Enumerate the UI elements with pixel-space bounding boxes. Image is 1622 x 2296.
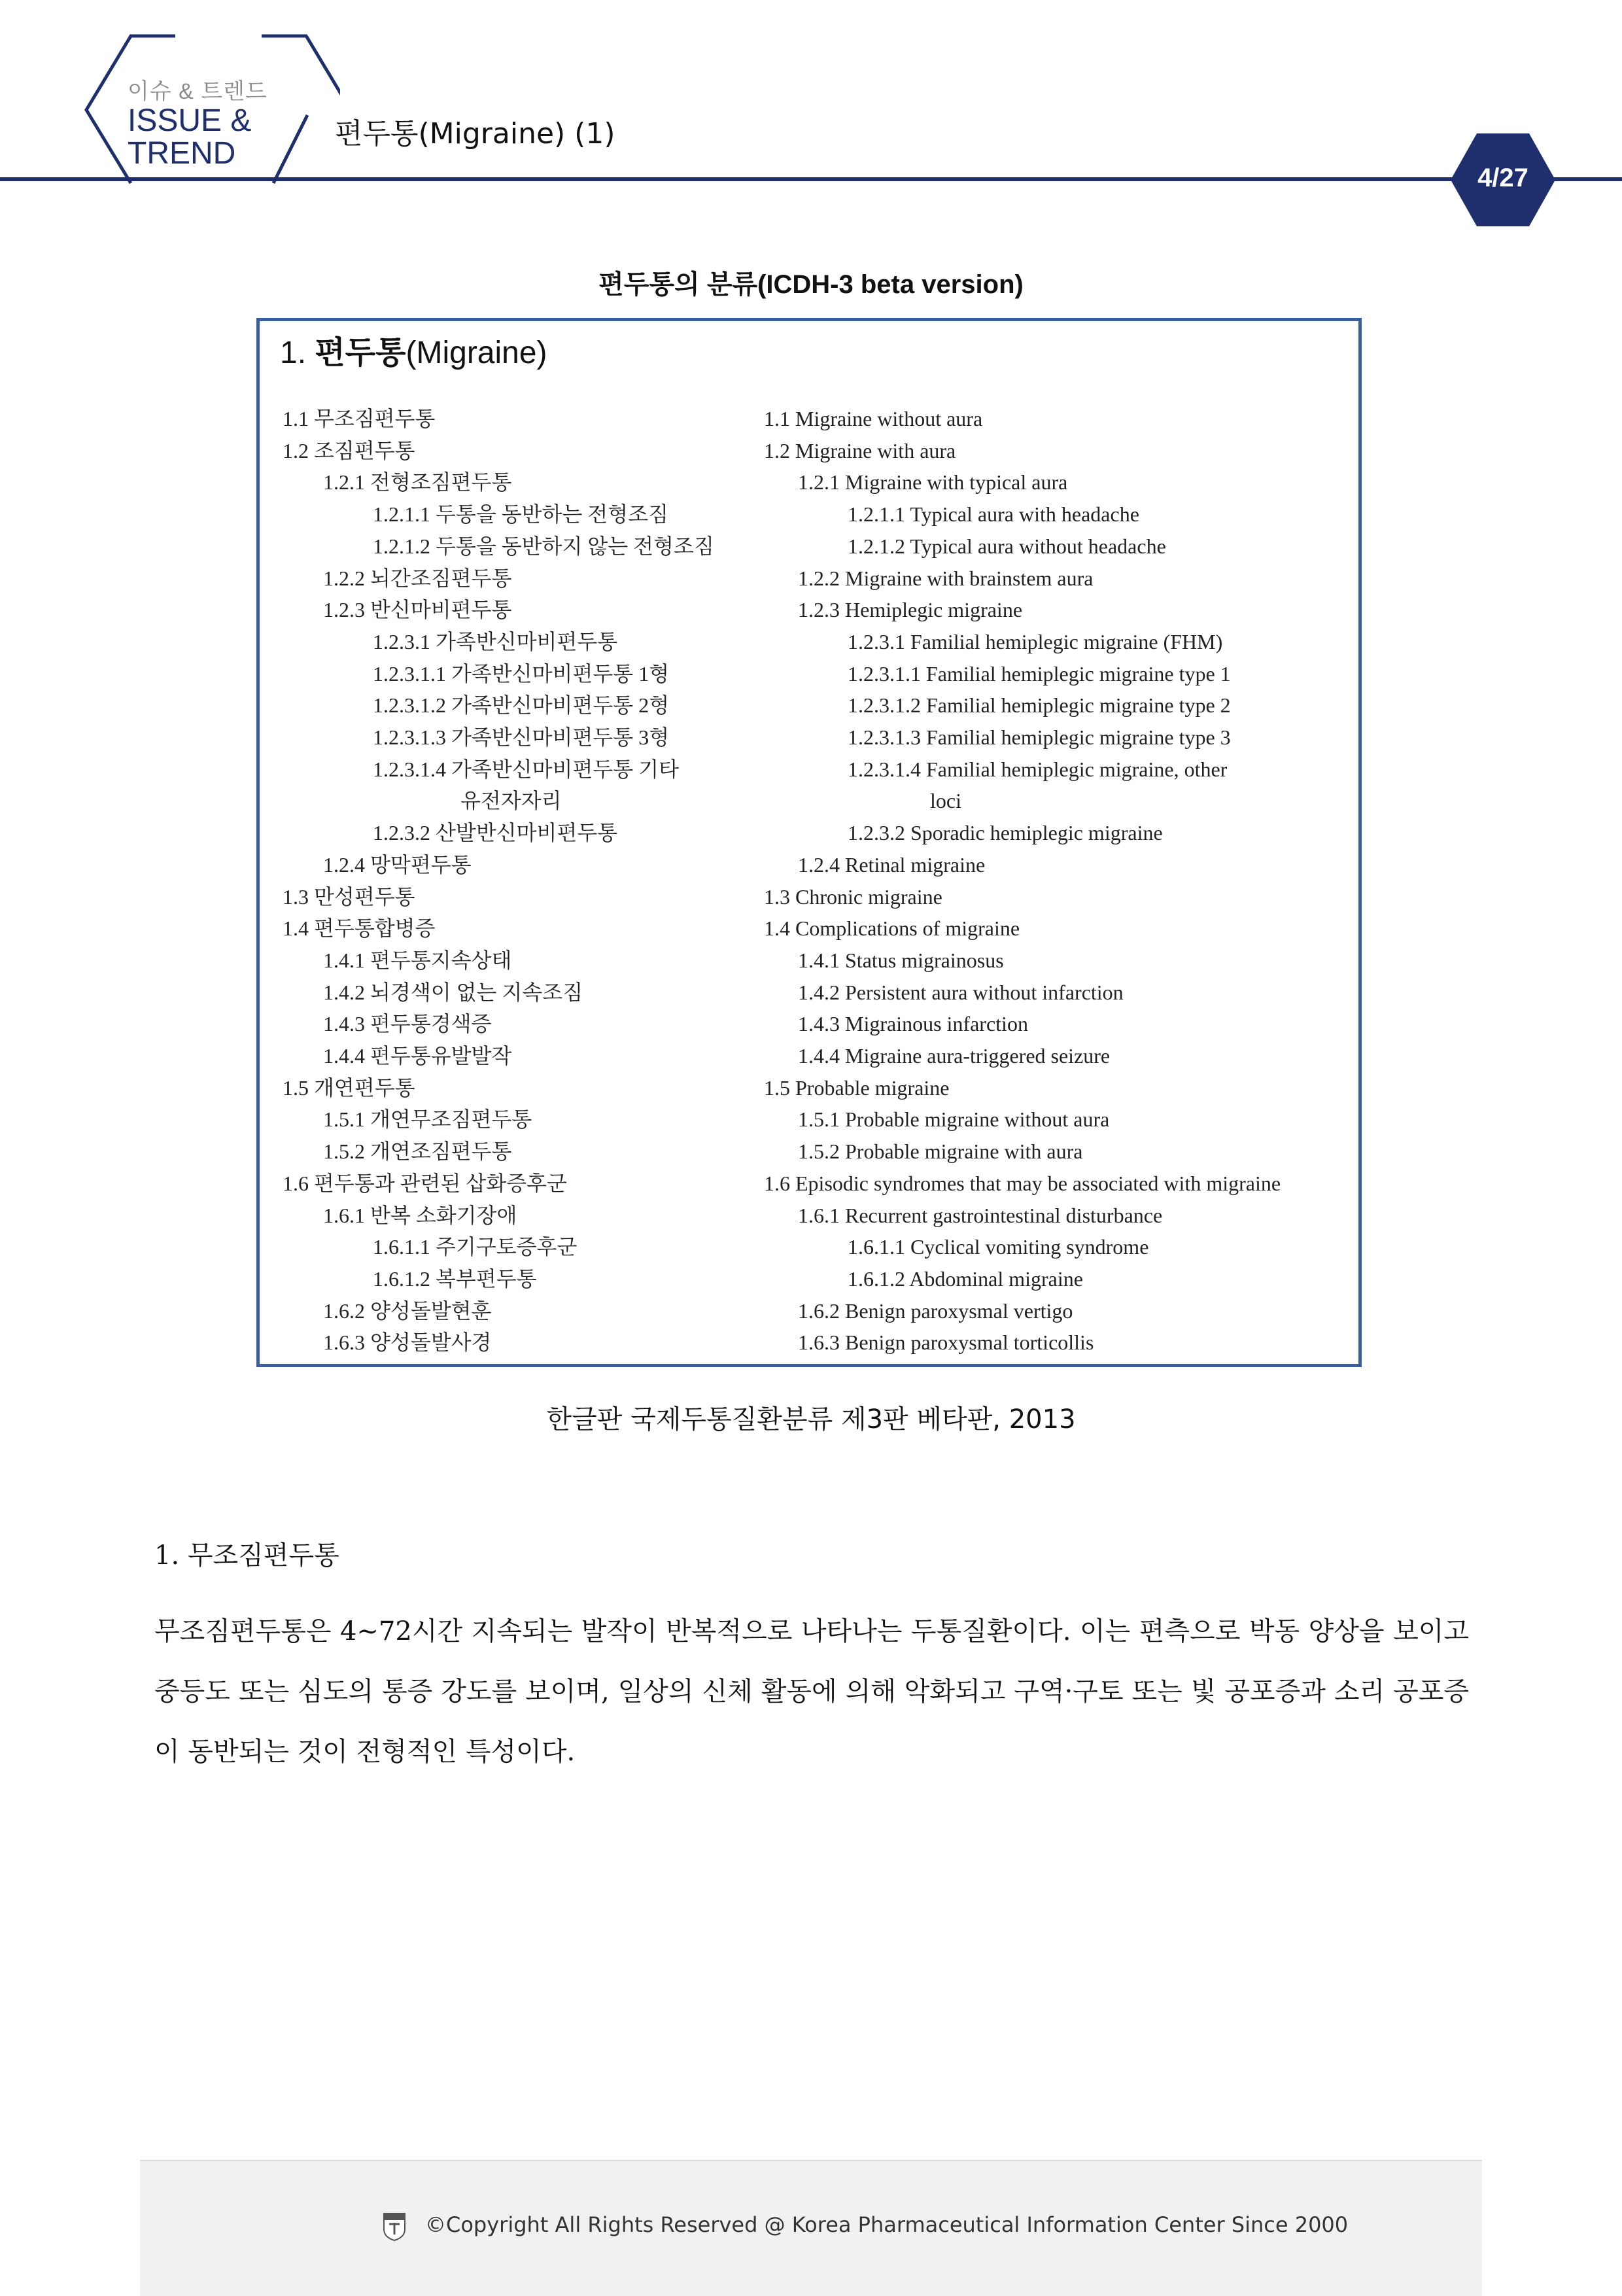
classification-code: 1.2.1.2 bbox=[373, 534, 430, 558]
classification-label: Familial hemiplegic migraine (FHM) bbox=[905, 629, 1223, 653]
classification-code: 1.2.3.1.3 bbox=[373, 725, 446, 749]
classification-label: Abdominal migraine bbox=[905, 1266, 1083, 1291]
figure-caption: 편두통의 분류(ICDH-3 beta version) bbox=[598, 270, 1024, 299]
classification-row bbox=[323, 1011, 491, 1037]
classification-code: 1.4 bbox=[764, 916, 790, 941]
classification-label: 개연편두통 bbox=[309, 1075, 415, 1100]
table-heading bbox=[280, 327, 547, 372]
classification-row bbox=[323, 1043, 511, 1069]
classification-label: Hemiplegic migraine bbox=[840, 598, 1023, 622]
classification-code: 1.2.3.2 bbox=[373, 821, 430, 845]
classification-row bbox=[283, 915, 435, 941]
classification-label: 유전자자리 bbox=[460, 789, 562, 813]
classification-row bbox=[764, 1075, 949, 1101]
classification-row bbox=[283, 1170, 567, 1196]
classification-label: 편두통경색증 bbox=[365, 1012, 492, 1036]
classification-label: Benign paroxysmal vertigo bbox=[840, 1298, 1073, 1323]
classification-label: Familial hemiplegic migraine type 3 bbox=[921, 725, 1231, 749]
classification-code: 1.4.1 bbox=[798, 948, 840, 972]
classification-row bbox=[373, 820, 617, 846]
classification-label: Episodic syndromes that may be associated with migraine bbox=[790, 1171, 1281, 1195]
classification-code: 1.2.2 bbox=[323, 566, 365, 590]
classification-code: 1.6 bbox=[764, 1171, 790, 1195]
classification-code: 1.2.3.1 bbox=[848, 629, 905, 653]
classification-label: 편두통과 관련된 삽화증후군 bbox=[309, 1171, 567, 1195]
classification-row bbox=[323, 947, 511, 973]
classification-label: 반복 소화기장애 bbox=[365, 1203, 517, 1227]
classification-label: 가족반신마비편두통 3형 bbox=[446, 725, 670, 749]
classification-label: Migraine aura-triggered seizure bbox=[840, 1044, 1111, 1068]
classification-code: 1.6.3 bbox=[798, 1331, 840, 1355]
classification-row bbox=[848, 756, 1227, 782]
classification-code: 1.5.2 bbox=[323, 1139, 365, 1164]
classification-row bbox=[373, 661, 669, 687]
classification-code: 1.6.1 bbox=[798, 1203, 840, 1227]
table-heading-korean: 편두통 bbox=[315, 336, 406, 370]
classification-code: 1.5.1 bbox=[323, 1107, 365, 1132]
classification-row bbox=[323, 852, 472, 878]
classification-code: 1.2.2 bbox=[798, 566, 840, 590]
classification-code: 1.2 bbox=[764, 438, 790, 462]
classification-code: 1.4.2 bbox=[798, 980, 840, 1004]
classification-code: 1.2.3.1.2 bbox=[848, 693, 921, 718]
classification-row bbox=[798, 1043, 1110, 1069]
classification-label: Familial hemiplegic migraine type 1 bbox=[921, 661, 1231, 686]
classification-row bbox=[848, 533, 1166, 559]
classification-label: 편두통합병증 bbox=[309, 916, 436, 941]
page-number: 4/27 bbox=[1477, 164, 1528, 192]
classification-row bbox=[323, 1106, 532, 1132]
classification-code: 1.4.3 bbox=[323, 1012, 365, 1036]
classification-code: 1.2.3.1.2 bbox=[373, 693, 446, 718]
classification-label: Probable migraine with aura bbox=[840, 1139, 1083, 1164]
classification-code: 1.2.3.2 bbox=[848, 821, 905, 845]
classification-label: Typical aura without headache bbox=[905, 534, 1166, 558]
classification-row bbox=[373, 501, 668, 527]
classification-code: 1.3 bbox=[764, 884, 790, 909]
classification-row bbox=[283, 1075, 415, 1101]
classification-row bbox=[764, 406, 982, 432]
classification-row bbox=[373, 533, 714, 559]
classification-label: Typical aura with headache bbox=[905, 502, 1139, 527]
classification-label: 만성편두통 bbox=[309, 884, 415, 909]
classification-label: 개연무조짐편두통 bbox=[365, 1107, 532, 1132]
classification-code: 1.4.1 bbox=[323, 948, 365, 972]
classification-code: 1.1 bbox=[764, 407, 790, 430]
table-heading-number: 1. bbox=[280, 336, 307, 370]
classification-row bbox=[323, 979, 583, 1005]
classification-row bbox=[798, 1138, 1082, 1164]
header-issue-trend bbox=[128, 105, 251, 170]
classification-code: 1.2.3 bbox=[798, 598, 840, 622]
classification-label: 무조짐편두통 bbox=[309, 407, 436, 430]
classification-row bbox=[798, 1329, 1094, 1355]
header-issue-line1: ISSUE & bbox=[128, 103, 252, 138]
classification-label: 양성돌발사경 bbox=[365, 1331, 492, 1355]
classification-code: 1.4.3 bbox=[798, 1012, 840, 1036]
classification-code: 1.4 bbox=[283, 916, 309, 941]
classification-row bbox=[283, 406, 435, 432]
classification-label: Migraine with brainstem aura bbox=[840, 566, 1094, 590]
classification-row bbox=[848, 661, 1231, 687]
classification-label: 복부편두통 bbox=[430, 1266, 537, 1291]
classification-label: Migraine with aura bbox=[790, 438, 956, 462]
classification-row bbox=[848, 501, 1139, 527]
classification-code: 1.2.3.1 bbox=[373, 629, 430, 653]
classification-label: 양성돌발현훈 bbox=[365, 1298, 492, 1323]
classification-label: Persistent aura without infarction bbox=[840, 980, 1124, 1004]
classification-label: Sporadic hemiplegic migraine bbox=[905, 821, 1163, 845]
classification-code: 1.2 bbox=[283, 438, 309, 462]
classification-row bbox=[848, 820, 1163, 846]
classification-code: 1.6.1.2 bbox=[373, 1266, 430, 1291]
classification-code: 1.6.3 bbox=[323, 1331, 365, 1355]
classification-label: 개연조짐편두통 bbox=[365, 1139, 512, 1164]
classification-code: 1.6.1.2 bbox=[848, 1266, 905, 1291]
classification-row bbox=[283, 884, 415, 910]
classification-row bbox=[798, 852, 985, 878]
classification-label: Cyclical vomiting syndrome bbox=[905, 1235, 1149, 1259]
classification-code: 1.2.3 bbox=[323, 598, 365, 622]
classification-row bbox=[373, 1266, 537, 1292]
classification-code: 1.2.1 bbox=[323, 470, 365, 495]
classification-label: 두통을 동반하지 않는 전형조짐 bbox=[430, 534, 714, 558]
section-paragraph: 무조짐편두통은 4∼72시간 지속되는 발작이 반복적으로 나타나는 두통질환이다. 이는 편측으로 박동 양상을 보이고 중등도 또는 심도의 통증 강도를 보이며, 일상의 신체 활동에 의해 악화되고 구역·구토 또는 빛 공포증과 소리 공포증이 동반되는 것이 전형적인 특성이다. bbox=[154, 1616, 1469, 1767]
classification-code: 1.2.3.1.3 bbox=[848, 725, 921, 749]
classification-code: 1.4.2 bbox=[323, 980, 365, 1004]
classification-row bbox=[283, 438, 415, 464]
classification-code: 1.2.3.1.4 bbox=[373, 757, 446, 781]
section-title: 1. 무조짐편두통 bbox=[154, 1540, 339, 1571]
classification-row bbox=[798, 597, 1022, 623]
classification-label: 산발반신마비편두통 bbox=[430, 821, 618, 845]
classification-label: 반신마비편두통 bbox=[365, 598, 512, 622]
classification-label: 편두통지속상태 bbox=[365, 948, 512, 972]
classification-code: 1.5.2 bbox=[798, 1139, 840, 1164]
header-kicker: 이슈 & 트렌드 bbox=[128, 79, 267, 104]
classification-row bbox=[764, 1170, 1281, 1196]
classification-row bbox=[373, 692, 669, 718]
kpic-shield-icon bbox=[383, 2212, 406, 2241]
classification-label: 조짐편두통 bbox=[309, 438, 415, 462]
classification-row bbox=[848, 1266, 1083, 1292]
classification-row bbox=[848, 724, 1231, 750]
classification-label: Chronic migraine bbox=[790, 884, 942, 909]
classification-label: Probable migraine bbox=[790, 1075, 950, 1100]
classification-code: 1.1 bbox=[283, 407, 309, 430]
classification-label: Familial hemiplegic migraine, other bbox=[921, 757, 1228, 781]
header-issue-line2: TREND bbox=[128, 136, 236, 171]
classification-row bbox=[373, 1234, 577, 1260]
classification-code: 1.5 bbox=[283, 1075, 309, 1100]
classification-row bbox=[798, 565, 1093, 591]
document-title: 편두통(Migraine) (1) bbox=[335, 117, 615, 150]
classification-label: 뇌경색이 없는 지속조짐 bbox=[365, 980, 583, 1004]
classification-row bbox=[798, 1202, 1162, 1228]
classification-label: Status migrainosus bbox=[840, 948, 1004, 972]
classification-row bbox=[798, 979, 1124, 1005]
classification-row bbox=[373, 724, 669, 750]
classification-row bbox=[323, 1298, 491, 1324]
classification-code: 1.2.1.1 bbox=[373, 502, 430, 527]
classification-row bbox=[798, 947, 1004, 973]
classification-row bbox=[764, 438, 956, 464]
classification-row bbox=[323, 597, 511, 623]
classification-label: Complications of migraine bbox=[790, 916, 1020, 941]
classification-code: 1.2.3.1.4 bbox=[848, 757, 921, 781]
classification-label: 뇌간조짐편두통 bbox=[365, 566, 512, 590]
classification-code: 1.6.2 bbox=[323, 1298, 365, 1323]
classification-row bbox=[323, 1202, 517, 1228]
classification-row bbox=[848, 1234, 1148, 1260]
classification-code: 1.5.1 bbox=[798, 1107, 840, 1132]
classification-code: 1.4.4 bbox=[323, 1044, 365, 1068]
classification-code: 1.2.3.1.1 bbox=[848, 661, 921, 686]
classification-row bbox=[460, 788, 562, 814]
copyright-text: ©Copyright All Rights Reserved @ Korea Pharmaceutical Information Center Since 2000 bbox=[425, 2212, 1349, 2237]
classification-label: 가족반신마비편두통 기타 bbox=[446, 757, 680, 781]
classification-code: 1.3 bbox=[283, 884, 309, 909]
classification-label: 가족반신마비편두통 1형 bbox=[446, 661, 670, 686]
classification-label: 두통을 동반하는 전형조짐 bbox=[430, 502, 669, 527]
classification-row bbox=[373, 629, 617, 655]
classification-row bbox=[798, 469, 1067, 495]
classification-code: 1.2.4 bbox=[798, 852, 840, 877]
classification-label: Retinal migraine bbox=[840, 852, 986, 877]
classification-code: 1.2.1.2 bbox=[848, 534, 905, 558]
classification-code: 1.2.4 bbox=[323, 852, 365, 877]
classification-row bbox=[323, 1329, 491, 1355]
classification-code: 1.2.3.1.1 bbox=[373, 661, 446, 686]
classification-code: 1.6.1.1 bbox=[848, 1235, 905, 1259]
classification-label: 편두통유발발작 bbox=[365, 1044, 512, 1068]
classification-code: 1.2.1 bbox=[798, 470, 840, 495]
classification-row bbox=[323, 565, 511, 591]
classification-label: Migraine without aura bbox=[790, 407, 983, 430]
classification-label: Migrainous infarction bbox=[840, 1012, 1028, 1036]
classification-row bbox=[764, 915, 1020, 941]
classification-code: 1.2.1.1 bbox=[848, 502, 905, 527]
classification-code: 1.6 bbox=[283, 1171, 309, 1195]
classification-code: 1.6.1.1 bbox=[373, 1235, 430, 1259]
classification-row bbox=[848, 692, 1231, 718]
classification-label: Probable migraine without aura bbox=[840, 1107, 1110, 1132]
classification-label: loci bbox=[930, 789, 961, 813]
classification-label: Familial hemiplegic migraine type 2 bbox=[921, 693, 1231, 718]
classification-row bbox=[930, 788, 961, 814]
classification-row bbox=[373, 756, 679, 782]
classification-code: 1.5 bbox=[764, 1075, 790, 1100]
classification-code: 1.6.1 bbox=[323, 1203, 365, 1227]
classification-label: 가족반신마비편두통 2형 bbox=[446, 693, 670, 718]
classification-label: 가족반신마비편두통 bbox=[430, 629, 618, 653]
classification-row bbox=[323, 469, 511, 495]
classification-label: 주기구토증후군 bbox=[430, 1235, 578, 1259]
classification-row bbox=[798, 1011, 1028, 1037]
classification-row bbox=[764, 884, 942, 910]
classification-row bbox=[798, 1298, 1073, 1324]
classification-label: 전형조짐편두통 bbox=[365, 470, 512, 495]
header-rule bbox=[0, 177, 1622, 181]
classification-row bbox=[848, 629, 1222, 655]
classification-code: 1.4.4 bbox=[798, 1044, 840, 1068]
classification-row bbox=[323, 1138, 511, 1164]
figure-source: 한글판 국제두통질환분류 제3판 베타판, 2013 bbox=[546, 1404, 1076, 1435]
classification-label: 망막편두통 bbox=[365, 852, 472, 877]
classification-label: Migraine with typical aura bbox=[840, 470, 1068, 495]
classification-label: Benign paroxysmal torticollis bbox=[840, 1331, 1094, 1355]
table-heading-english: (Migraine) bbox=[406, 336, 547, 370]
classification-row bbox=[798, 1106, 1109, 1132]
classification-code: 1.6.2 bbox=[798, 1298, 840, 1323]
classification-label: Recurrent gastrointestinal disturbance bbox=[840, 1203, 1163, 1227]
